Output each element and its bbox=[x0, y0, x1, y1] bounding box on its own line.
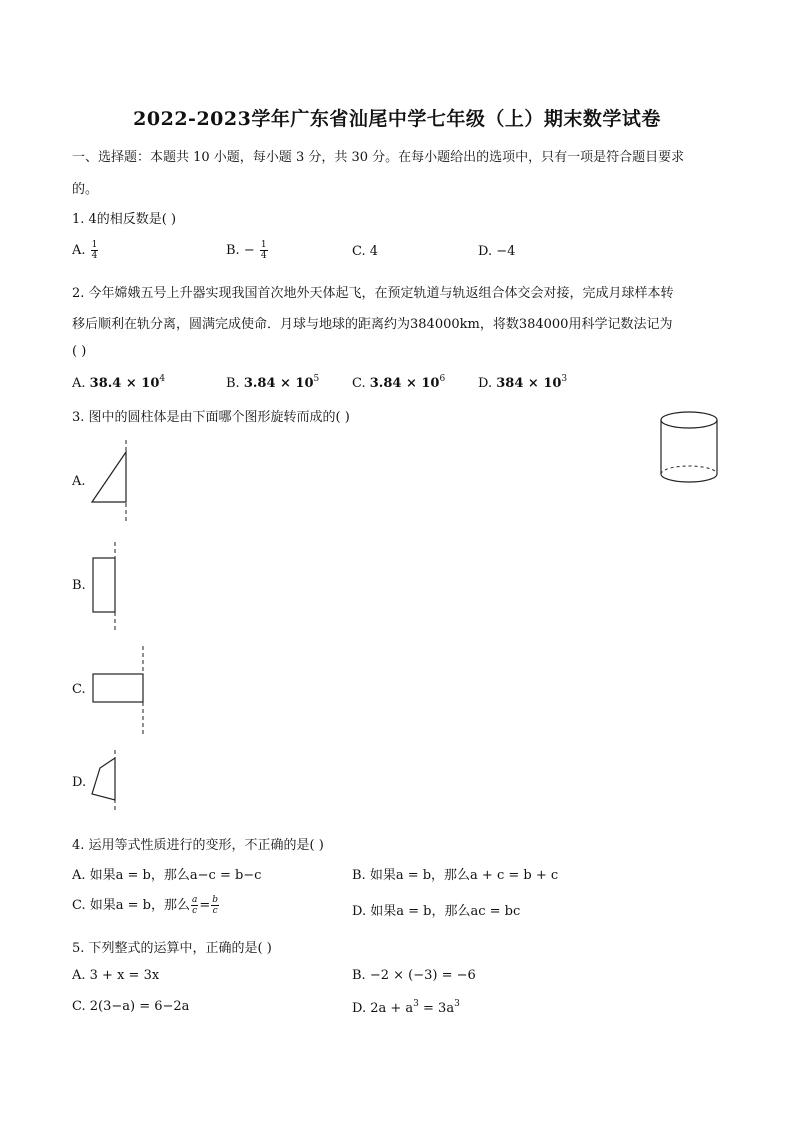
question-1-option-a bbox=[72, 240, 99, 261]
question-5-option-c: C. 2(3−a) = 6−2a bbox=[72, 999, 190, 1014]
trapezoid-figure bbox=[88, 748, 124, 814]
question-1-option-c: C. 4 bbox=[352, 244, 379, 259]
right-triangle-figure bbox=[88, 438, 134, 524]
option-exponent: 3 bbox=[561, 374, 568, 384]
question-2-option-b bbox=[226, 374, 319, 391]
option-exponent: 3 bbox=[454, 999, 460, 1009]
fraction-numerator: a bbox=[191, 895, 198, 905]
fraction-numerator: b bbox=[212, 895, 219, 905]
question-1-option-b bbox=[226, 240, 269, 261]
question-1-option-d: D. −4 bbox=[478, 244, 516, 259]
fraction bbox=[91, 240, 99, 261]
option-base: 3.84 × 10 bbox=[369, 376, 440, 391]
option-label: B. − bbox=[226, 243, 255, 258]
option-exponent: 3 bbox=[413, 999, 419, 1009]
tall-rectangle-figure bbox=[88, 540, 124, 632]
question-2-stem-line1: 2. 今年嫦娥五号上升器实现我国首次地外天体起飞，在预定轨道与轨返组合体交会对接，完成月球样本转 bbox=[72, 286, 674, 301]
option-label: D. bbox=[478, 376, 493, 391]
option-label: A. bbox=[72, 376, 86, 391]
option-prefix: C. 如果a = b，那么 bbox=[72, 898, 190, 913]
section-instruction-line2: 的。 bbox=[72, 182, 99, 197]
fraction bbox=[260, 240, 268, 261]
option-exponent: 6 bbox=[439, 374, 446, 384]
option-label: B. bbox=[226, 376, 240, 391]
wide-rectangle-figure bbox=[88, 644, 152, 736]
question-3-option-c: C. bbox=[72, 682, 86, 697]
question-4-option-d: D. 如果a = b，那么ac = bc bbox=[352, 904, 521, 919]
question-3-option-d: D. bbox=[72, 775, 87, 790]
option-base: 38.4 × 10 bbox=[89, 376, 160, 391]
question-5-stem: 5. 下列整式的运算中，正确的是( ) bbox=[72, 941, 272, 956]
option-exponent: 4 bbox=[159, 374, 166, 384]
question-2-stem-line3: ( ) bbox=[72, 344, 87, 359]
option-middle: = 3a bbox=[418, 1001, 455, 1016]
fraction-denominator: c bbox=[212, 906, 218, 916]
option-base: 3.84 × 10 bbox=[243, 376, 314, 391]
question-3-option-b: B. bbox=[72, 578, 86, 593]
question-3-stem: 3. 图中的圆柱体是由下面哪个图形旋转而成的( ) bbox=[72, 410, 350, 425]
question-2-option-d bbox=[478, 374, 567, 391]
question-4-option-b: B. 如果a = b，那么a + c = b + c bbox=[352, 868, 559, 883]
question-3-option-a: A. bbox=[72, 474, 86, 489]
question-2-option-a bbox=[72, 374, 165, 391]
fraction-denominator: 4 bbox=[260, 251, 267, 261]
question-2-stem-line2: 移后顺利在轨分离，圆满完成使命．月球与地球的距离约为384000km，将数384000用科学记数法记为 bbox=[72, 317, 673, 332]
fraction-denominator: 4 bbox=[91, 251, 98, 261]
option-label: C. bbox=[352, 376, 366, 391]
fraction bbox=[191, 895, 198, 916]
fraction-numerator: 1 bbox=[91, 240, 98, 250]
question-2-option-c bbox=[352, 374, 445, 391]
fraction-numerator: 1 bbox=[260, 240, 267, 250]
fraction-denominator: c bbox=[192, 906, 198, 916]
option-base: D. 2a + a bbox=[352, 1001, 414, 1016]
question-4-option-c bbox=[72, 894, 220, 916]
option-exponent: 5 bbox=[313, 374, 320, 384]
question-5-option-b: B. −2 × (−3) = −6 bbox=[352, 968, 476, 983]
question-5-option-d bbox=[352, 999, 460, 1016]
fraction bbox=[211, 895, 219, 916]
equals-sign: = bbox=[199, 898, 211, 913]
question-4-stem: 4. 运用等式性质进行的变形，不正确的是( ) bbox=[72, 838, 324, 853]
question-1-stem: 1. 4的相反数是( ) bbox=[72, 212, 177, 227]
cylinder-figure bbox=[655, 408, 725, 490]
question-4-option-a: A. 如果a = b，那么a−c = b−c bbox=[72, 868, 262, 883]
option-base: 384 × 10 bbox=[496, 376, 562, 391]
question-5-option-a: A. 3 + x = 3x bbox=[72, 968, 160, 983]
option-label: A. bbox=[72, 243, 86, 258]
page-title: 2022-2023学年广东省汕尾中学七年级（上）期末数学试卷 bbox=[133, 108, 661, 130]
section-instruction-line1: 一、选择题：本题共 10 小题，每小题 3 分，共 30 分。在每小题给出的选项中，只有一项是符合题目要求 bbox=[72, 150, 685, 165]
